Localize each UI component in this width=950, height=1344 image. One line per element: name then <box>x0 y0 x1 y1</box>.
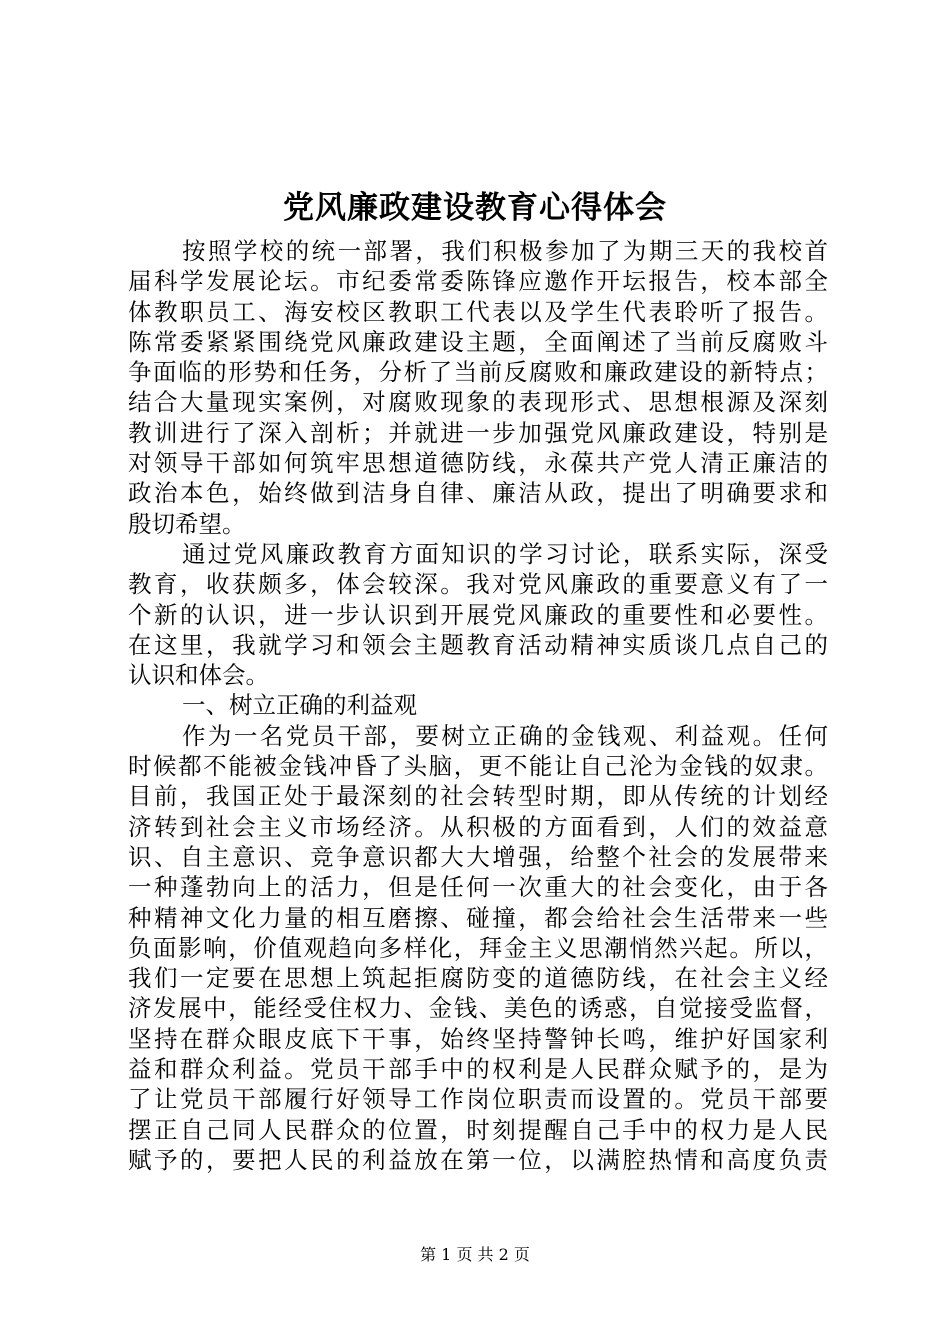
text-line: 了让党员干部履行好领导工作岗位职责而设置的。党员干部要 <box>128 1085 828 1114</box>
text-line: 体教职员工、海安校区教职工代表以及学生代表聆听了报告。 <box>128 297 828 326</box>
text-line: 按照学校的统一部署，我们积极参加了为期三天的我校首 <box>182 237 828 265</box>
text-line: 陈常委紧紧围绕党风廉政建设主题，全面阐述了当前反腐败斗 <box>128 327 828 356</box>
text-line: 种精神文化力量的相互磨擦、碰撞，都会给社会生活带来一些 <box>128 903 828 932</box>
text-line: 认识和体会。 <box>128 661 269 690</box>
text-line: 结合大量现实案例，对腐败现象的表现形式、思想根源及深刻 <box>128 388 828 417</box>
text-line: 届科学发展论坛。市纪委常委陈锋应邀作开坛报告，校本部全 <box>128 267 828 296</box>
text-line: 在这里，我就学习和领会主题教育活动精神实质谈几点自己的 <box>128 630 828 659</box>
text-line: 通过党风廉政教育方面知识的学习讨论，联系实际，深受 <box>182 539 828 568</box>
text-line: 个新的认识，进一步认识到开展党风廉政的重要性和必要性。 <box>128 600 828 629</box>
text-line: 争面临的形势和任务，分析了当前反腐败和廉政建设的新特点； <box>128 358 828 387</box>
text-line: 坚持在群众眼皮底下干事，始终坚持警钟长鸣，维护好国家利 <box>128 1024 828 1053</box>
text-line: 济转到社会主义市场经济。从积极的方面看到，人们的效益意 <box>128 812 828 841</box>
text-line: 教训进行了深入剖析；并就进一步加强党风廉政建设，特别是 <box>128 418 828 447</box>
text-line: 时候都不能被金钱冲昏了头脑，更不能让自己沦为金钱的奴隶。 <box>128 752 828 781</box>
text-line: 负面影响，价值观趋向多样化，拜金主义思潮悄然兴起。所以， <box>128 933 828 962</box>
text-line: 济发展中，能经受住权力、金钱、美色的诱惑，自觉接受监督， <box>128 994 828 1023</box>
text-line: 政治本色，始终做到洁身自律、廉洁从政，提出了明确要求和 <box>128 479 828 508</box>
text-line: 目前，我国正处于最深刻的社会转型时期，即从传统的计划经 <box>128 782 828 811</box>
document-body <box>128 236 828 1175</box>
text-line: 我们一定要在思想上筑起拒腐防变的道德防线，在社会主义经 <box>128 964 828 993</box>
document-title: 党风廉政建设教育心得体会 <box>283 190 667 226</box>
text-line: 识、自主意识、竞争意识都大大增强，给整个社会的发展带来 <box>128 842 828 871</box>
text-line: 殷切希望。 <box>128 509 246 538</box>
page-footer: 第 1 页 共 2 页 <box>420 1245 530 1264</box>
text-line: 一种蓬勃向上的活力，但是任何一次重大的社会变化，由于各 <box>128 873 828 902</box>
text-line: 一、树立正确的利益观 <box>182 691 417 720</box>
text-line: 益和群众利益。党员干部手中的权利是人民群众赋予的，是为 <box>128 1055 828 1084</box>
text-line: 赋予的，要把人民的利益放在第一位，以满腔热情和高度负责 <box>128 1145 828 1174</box>
text-line: 摆正自己同人民群众的位置，时刻提醒自己手中的权力是人民 <box>128 1115 828 1144</box>
text-line: 对领导干部如何筑牢思想道德防线，永葆共产党人清正廉洁的 <box>128 449 828 478</box>
text-line: 作为一名党员干部，要树立正确的金钱观、利益观。任何 <box>182 721 828 750</box>
text-line: 教育，收获颇多，体会较深。我对党风廉政的重要意义有了一 <box>128 570 828 599</box>
